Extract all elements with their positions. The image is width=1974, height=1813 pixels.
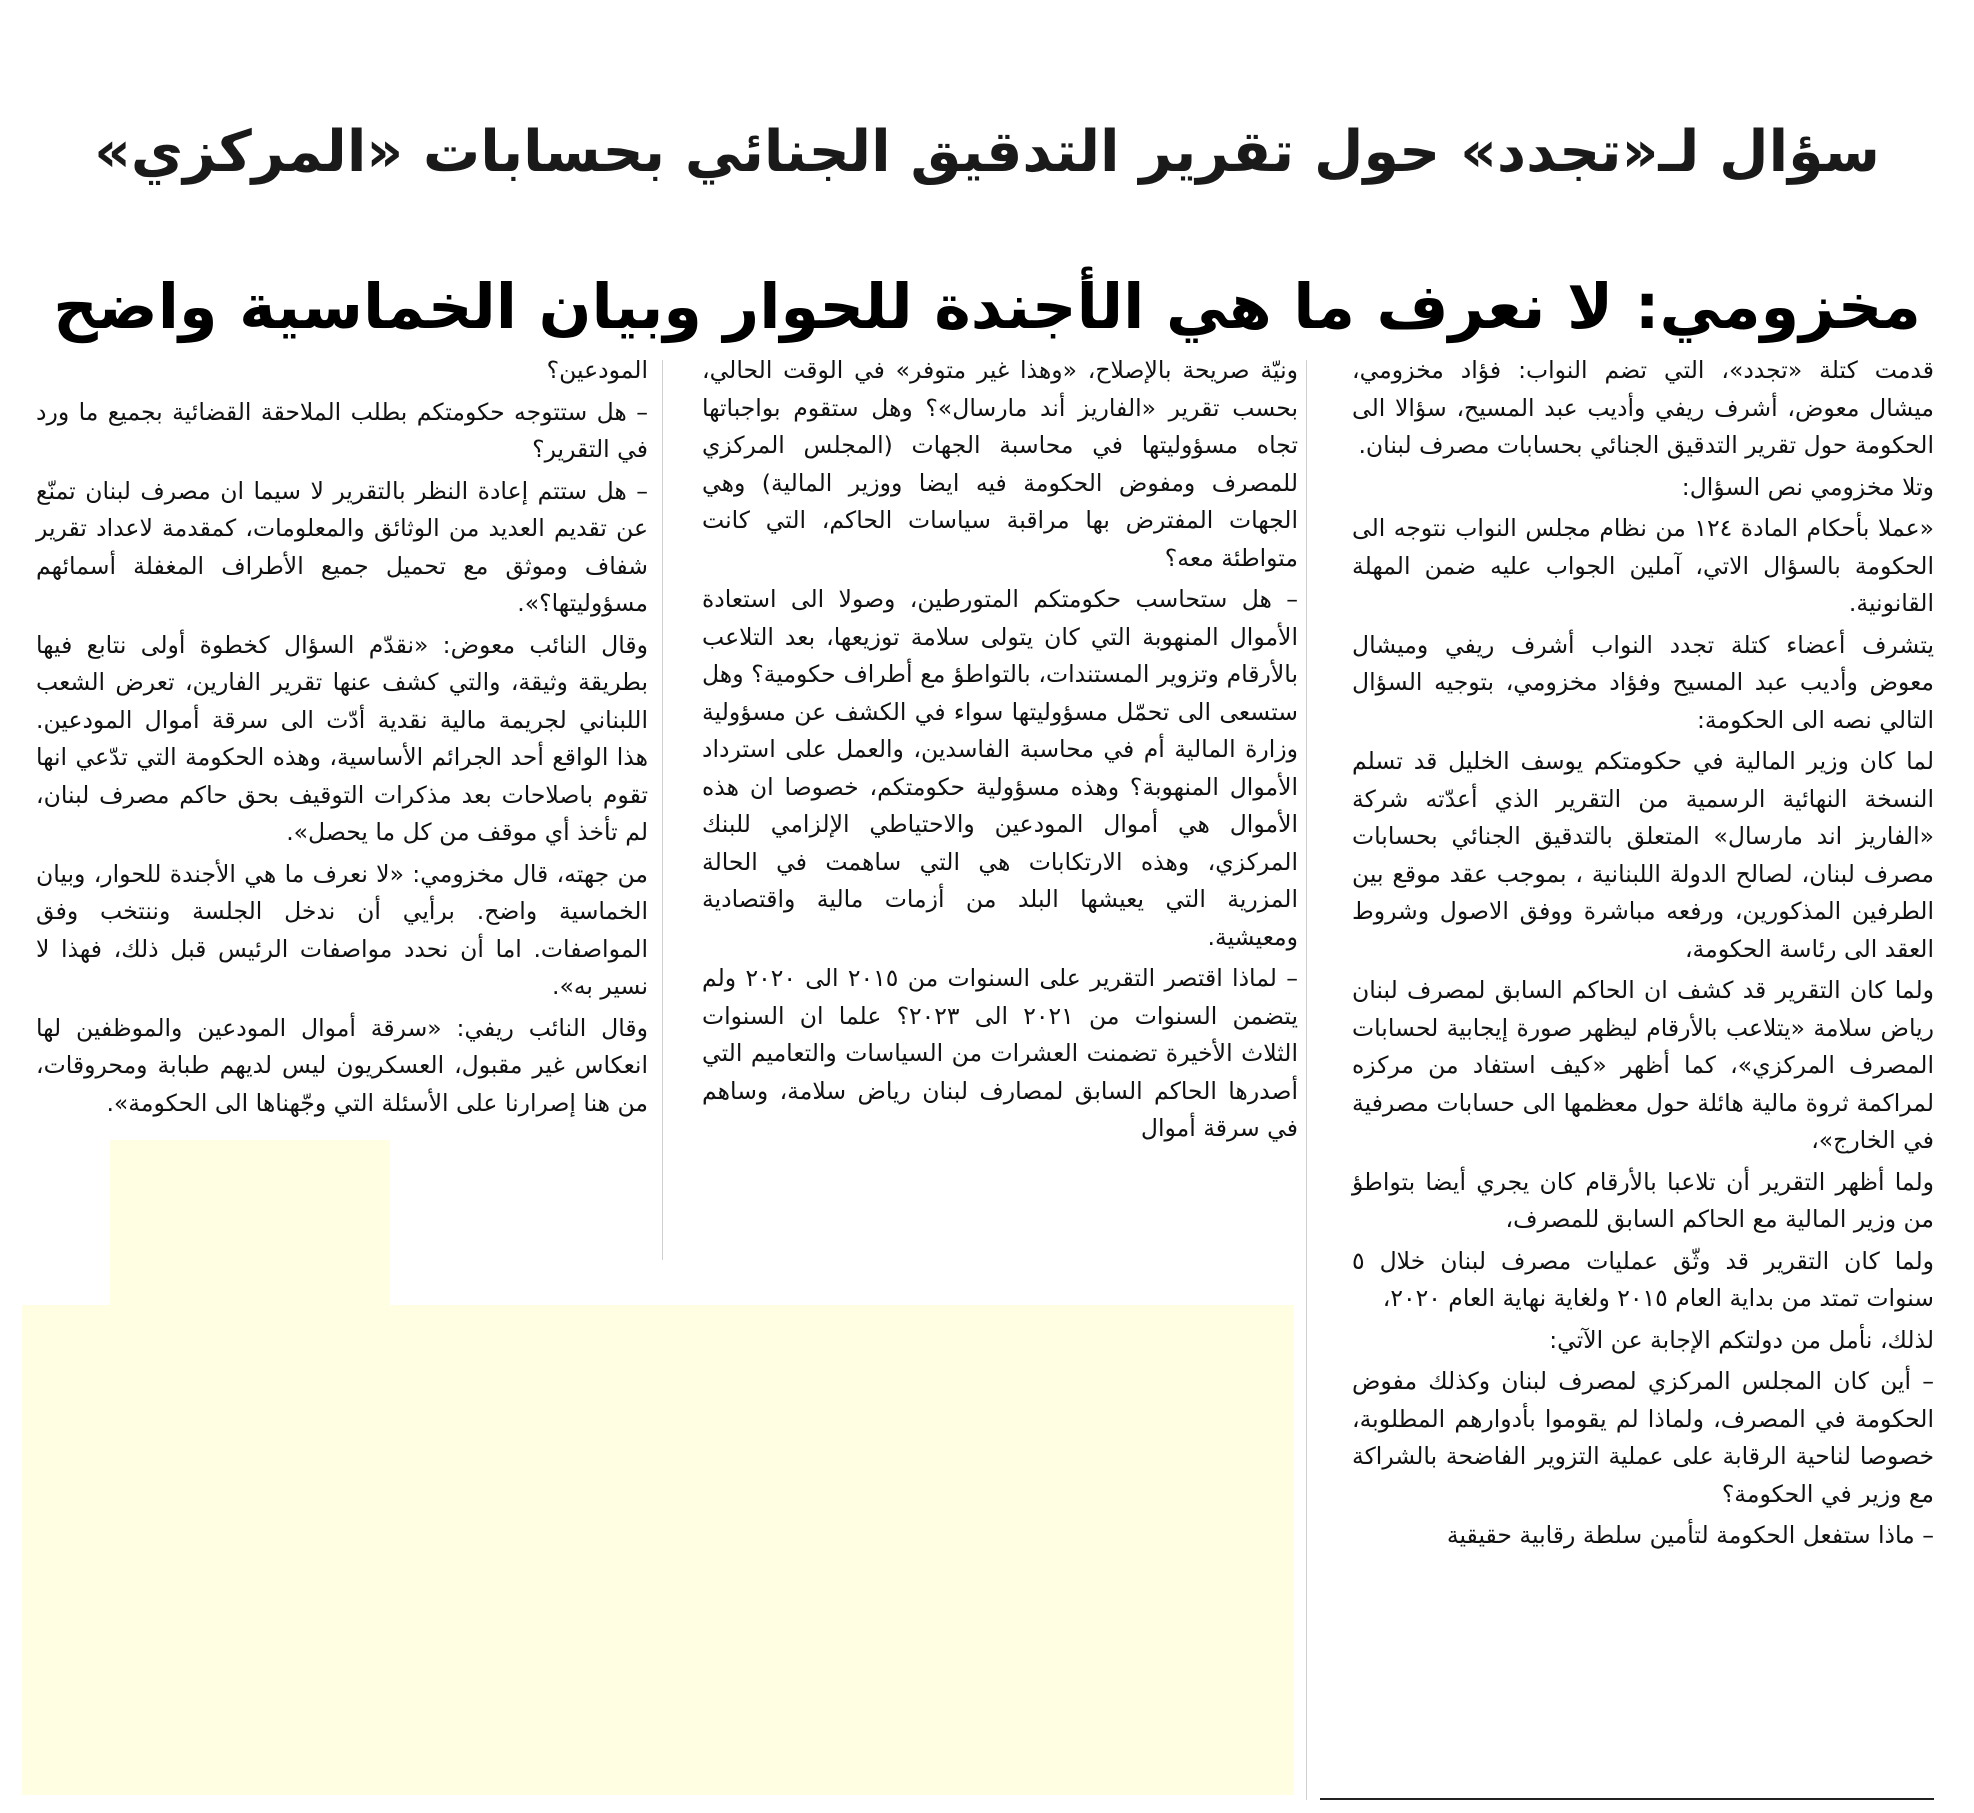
- paragraph: ولما كان التقرير قد كشف ان الحاكم السابق لمصرف لبنان رياض سلامة «يتلاعب بالأرقام ليظهر صورة إيجابية لحسابات المصرف المركزي»، كما أظهر «كيف استفاد من مركزه لمراكمة ثروة مالية هائلة حول معظمها الى حسابات مصرفية في الخارج»،: [1352, 976, 1934, 1154]
- article-kicker: سؤال لـ«تجدد» حول تقرير التدقيق الجنائي بحسابات «المركزي»: [94, 119, 1880, 186]
- article-column-left: [36, 352, 648, 1282]
- column-divider: [662, 360, 663, 1260]
- paragraph: – هل ستحاسب حكومتكم المتورطين، وصولا الى استعادة الأموال المنهوبة التي كان يتولى سلامة توزيعها، بعد التلاعب بالأرقام وتزوير المستندات، بالتواطؤ مع أطراف حكومية؟ وهل ستسعى الى تحمّل مسؤوليتها سواء في الكشف عن مسؤولية وزارة المالية أم في محاسبة الفاسدين، والعمل على استرداد الأموال المنهوبة؟ وهذه مسؤولية حكومتكم، خصوصا ان هذه الأموال هي أموال المودعين والاحتياطي الإلزامي للبنك المركزي، وهذه الارتكابات هي التي ساهمت في الحالة المزرية التي يعيشها البلد من أزمات مالية واقتصادية ومعيشية.: [702, 585, 1298, 951]
- paragraph: وقال النائب ريفي: «سرقة أموال المودعين والموظفين لها انعكاس غير مقبول، العسكريون ليس لديهم طبابة ومحروقات، من هنا إصرارنا على الأسئلة التي وجّهناها الى الحكومة».: [36, 1013, 648, 1117]
- paragraph: وقال النائب معوض: «نقدّم السؤال كخطوة أولى نتابع فيها بطريقة وثيقة، والتي كشف عنها تقرير الفارين، تعرض الشعب اللبناني لجريمة مالية نقدية أدّت الى سرقة أموال المودعين. هذا الواقع أحد الجرائم الأساسية، وهذه الحكومة التي تدّعي انها تقوم باصلاحات بعد مذكرات التوقيف بحق حاكم مصرف لبنان، لم تأخذ أي موقف من كل ما يحصل».: [36, 630, 648, 846]
- paragraph: ولما كان التقرير قد وثّق عمليات مصرف لبنان خلال ٥ سنوات تمتد من بداية العام ٢٠١٥ ولغاية نهاية العام ٢٠٢٠،: [1352, 1246, 1934, 1312]
- paragraph: ولما أظهر التقرير أن تلاعبا بالأرقام كان يجري أيضا بتواطؤ من وزير المالية مع الحاكم السابق للمصرف،: [1352, 1167, 1934, 1233]
- paragraph: من جهته، قال مخزومي: «لا نعرف ما هي الأجندة للحوار، وبيان الخماسية واضح. برأيي أن ندخل الجلسة وننتخب وفق المواصفات. اما أن نحدد مواصفات الرئيس قبل ذلك، فهذا لا نسير به».: [36, 859, 648, 1000]
- paragraph: – هل ستتوجه حكومتكم بطلب الملاحقة القضائية بجميع ما ورد في التقرير؟: [36, 397, 648, 463]
- paragraph: – لماذا اقتصر التقرير على السنوات من ٢٠١٥ الى ٢٠٢٠ ولم يتضمن السنوات من ٢٠٢١ الى ٢٠٢٣؟ علما ان السنوات الثلاث الأخيرة تضمنت العشرات من السياسات والتعاميم التي أصدرها الحاكم السابق لمصارف لبنان رياض سلامة، وساهم في سرقة أموال: [702, 964, 1299, 1142]
- column-divider: [1306, 360, 1307, 1800]
- paragraph: قدمت كتلة «تجدد»، التي تضم النواب: فؤاد مخزومي، ميشال معوض، أشرف ريفي وأديب عبد المسيح، سؤالا الى الحكومة حول تقرير التدقيق الجنائي بحسابات مصرف لبنان.: [1352, 356, 1934, 459]
- article-column-right: [1352, 352, 1934, 1792]
- paragraph: ونيّة صريحة بالإصلاح، «وهذا غير متوفر» في الوقت الحالي، بحسب تقرير «الفاريز أند مارسال»؟ وهل ستقوم بواجباتها تجاه مسؤوليتها في محاسبة الجهات (المجلس المركزي للمصرف ومفوض الحكومة فيه ايضا ووزير المالية) وهي الجهات المفترض بها مراقبة سياسات الحاكم، التي كانت متواطئة معه؟: [702, 356, 1298, 572]
- paragraph: وتلا مخزومي نص السؤال:: [1681, 472, 1934, 501]
- paragraph: يتشرف أعضاء كتلة تجدد النواب أشرف ريفي وميشال معوض وأديب عبد المسيح وفؤاد مخزومي، بتوجيه السؤال التالي نصه الى الحكومة:: [1352, 630, 1934, 734]
- paragraph: لما كان وزير المالية في حكومتكم يوسف الخليل قد تسلم النسخة النهائية الرسمية من التقرير الذي أعدّته شركة «الفاريز اند مارسال» المتعلق بالتدقيق الجنائي بحسابات مصرف لبنان، لصالح الدولة اللبنانية ، بموجب عقد موقع بين الطرفين المذكورين، ورفعه مباشرة ووفق الاصول وشروط العقد الى رئاسة الحكومة،: [1352, 747, 1934, 963]
- paragraph: المودعين؟: [546, 356, 648, 384]
- paragraph: – ماذا ستفعل الحكومة لتأمين سلطة رقابية حقيقية: [1446, 1521, 1934, 1549]
- article-column-middle: [702, 352, 1298, 1272]
- paragraph: «عملا بأحكام المادة ١٢٤ من نظام مجلس النواب نتوجه الى الحكومة بالسؤال الاتي، آملين الجواب عليه ضمن المهلة القانونية.: [1352, 514, 1934, 617]
- paragraph: لذلك، نأمل من دولتكم الإجابة عن الآتي:: [1549, 1325, 1934, 1354]
- highlight-area: [22, 1305, 1294, 1795]
- paragraph: – هل ستتم إعادة النظر بالتقرير لا سيما ان مصرف لبنان تمنّع عن تقديم العديد من الوثائق والمعلومات، كمقدمة لاعداد تقرير شفاف وموثق مع تحميل جميع الأطراف المغفلة أسمائهم مسؤوليتها؟».: [36, 476, 648, 617]
- bottom-rule: [1320, 1798, 1934, 1800]
- article-headline: مخزومي: لا نعرف ما هي الأجندة للحوار وبيان الخماسية واضح: [53, 269, 1921, 343]
- paragraph: – أين كان المجلس المركزي لمصرف لبنان وكذلك مفوض الحكومة في المصرف، ولماذا لم يقوموا بأدوارهم المطلوبة، خصوصا لناحية الرقابة على عملية التزوير الفاضحة بالشراكة مع وزير في الحكومة؟: [1352, 1367, 1934, 1508]
